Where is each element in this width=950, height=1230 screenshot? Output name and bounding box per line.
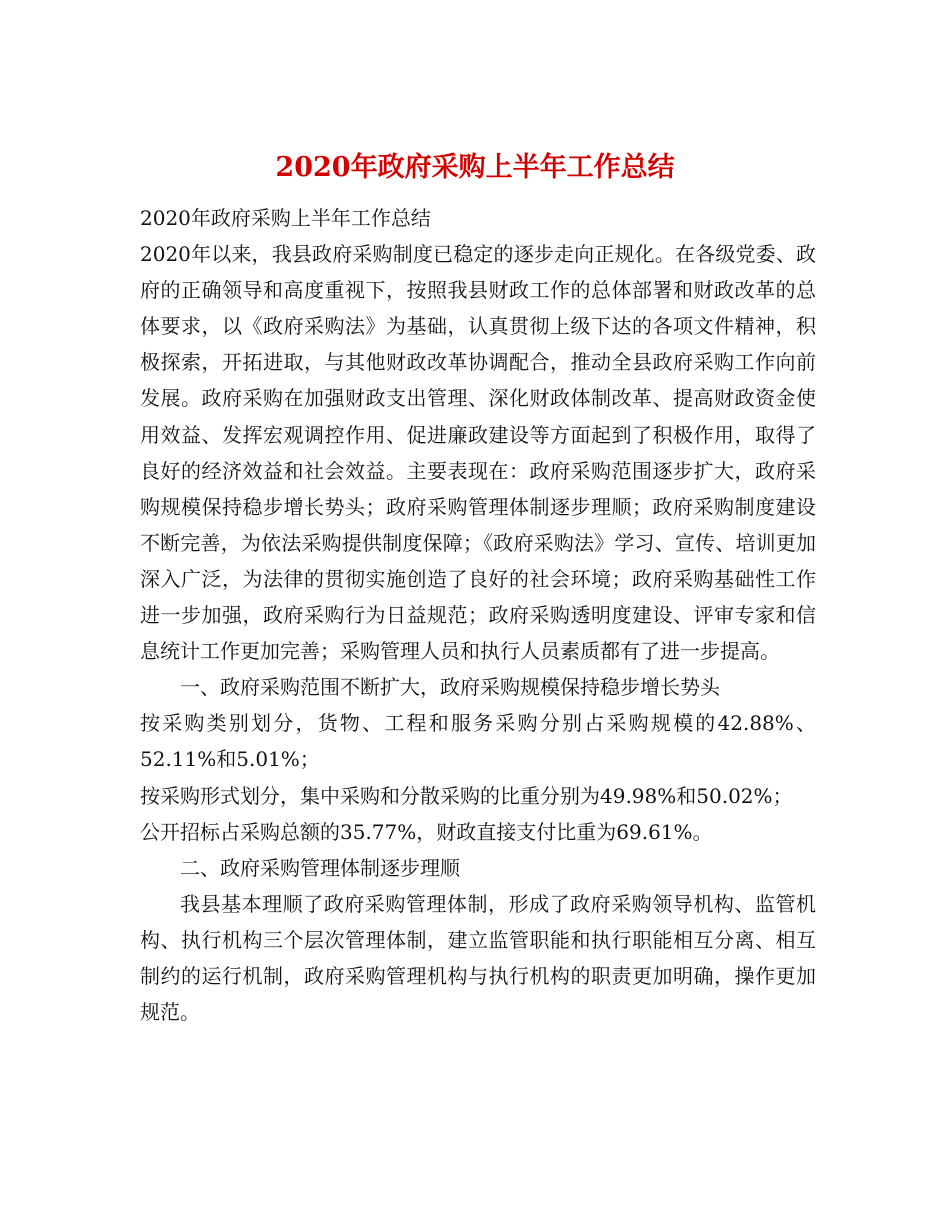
paragraph-category-share: 按采购类别划分，货物、工程和服务采购分别占采购规模的42.88%、52.11%和5.01%； [140, 711, 816, 772]
paragraph-intro: 2020年以来，我县政府采购制度已稳定的逐步走向正规化。在各级党委、政府的正确领导和高度重视下，按照我县财政工作的总体部署和财政改革的总体要求，以《政府采购法》为基础，认真贯彻上级下达的各项文件精神，积极探索，开拓进取，与其他财政改革协调配合，推动全县政府采购工作向前发展。政府采购在加强财政支出管理、深化财政体制改革、提高财政资金使用效益、发挥宏观调控作用、促进廉政建设等方面起到了积极作用，取得了良好的经济效益和社会效益。主要表现在：政府采购范围逐步扩大，政府采购规模保持稳步增长势头；政府采购管理体制逐步理顺；政府采购制度建设不断完善，为依法采购提供制度保障；《政府采购法》学习、宣传、培训更加深入广泛，为法律的贯彻实施创造了良好的社会环境；政府采购基础性工作进一步加强，政府采购行为日益规范；政府采购透明度建设、评审专家和信息统计工作更加完善；采购管理人员和执行人员素质都有了进一步提高。 [140, 242, 816, 664]
section-heading-2: 二、政府采购管理体制逐步理顺 [180, 855, 460, 880]
paragraph-management: 我县基本理顺了政府采购管理体制，形成了政府采购领导机构、监管机构、执行机构三个层次管理体制，建立监管职能和执行职能相互分离、相互制约的运行机制，政府采购管理机构与执行机构的职责更加明确，操作更加规范。 [140, 891, 816, 1025]
paragraph-tender-share: 公开招标占采购总额的35.77%，财政直接支付比重为69.61%。 [140, 819, 713, 844]
paragraph-form-share: 按采购形式划分，集中采购和分散采购的比重分别为49.98%和50.02%； [140, 783, 793, 808]
document-title: 2020年政府采购上半年工作总结 [275, 152, 675, 184]
document-body [140, 200, 816, 1030]
section-heading-1: 一、政府采购范围不断扩大，政府采购规模保持稳步增长势头 [180, 675, 720, 700]
paragraph-subtitle: 2020年政府采购上半年工作总结 [140, 206, 431, 230]
